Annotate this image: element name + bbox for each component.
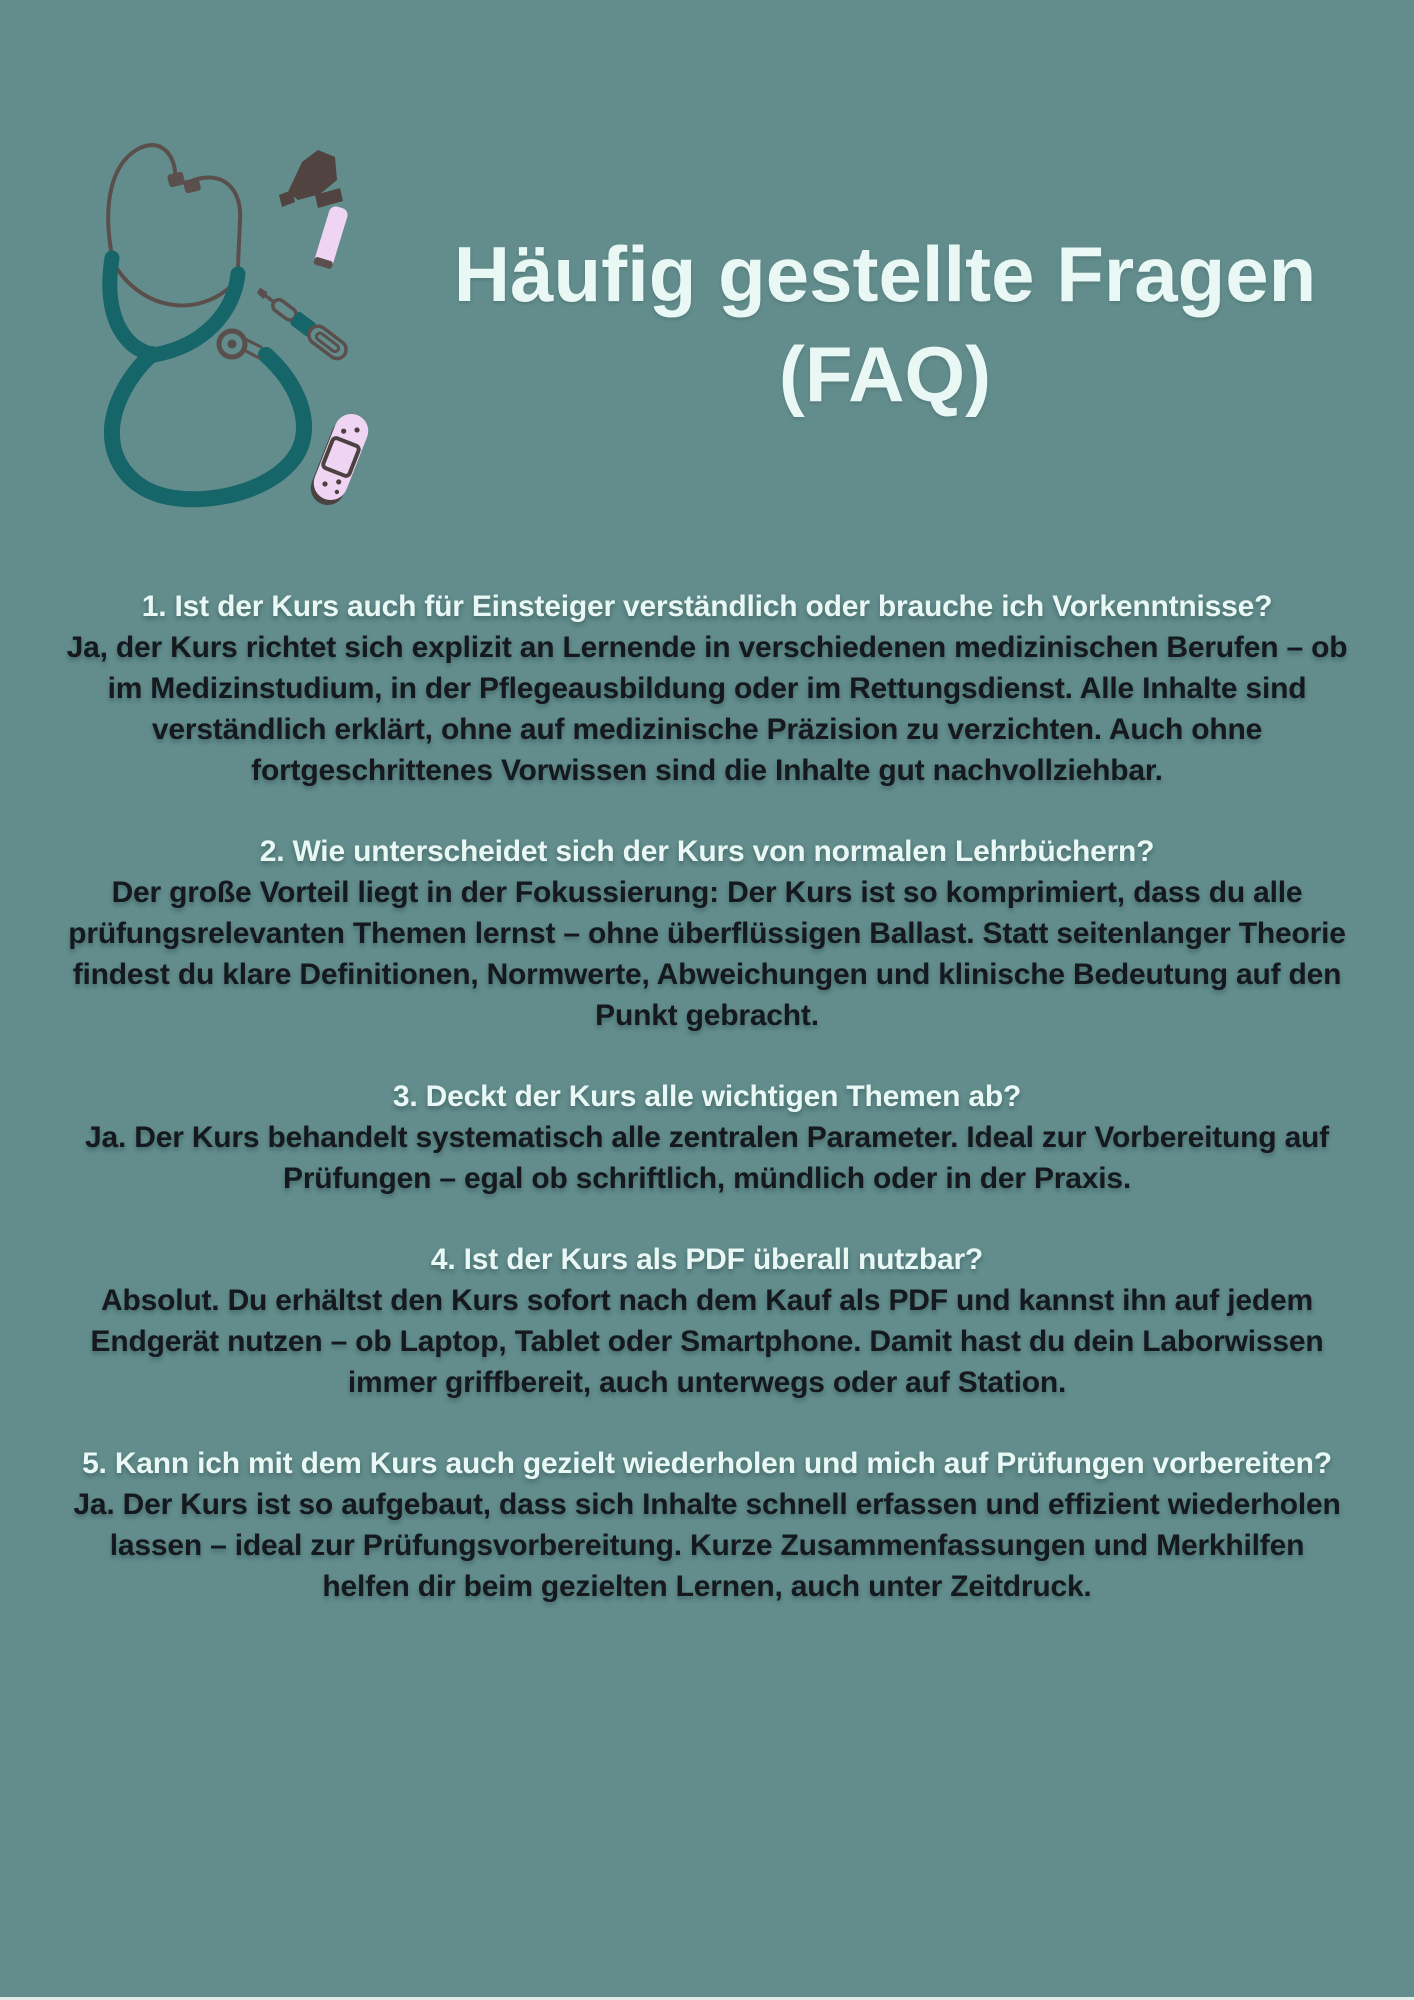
faq-answer: Absolut. Du erhältst den Kurs sofort nach dem Kauf als PDF und kannst ihn auf jedem Endgerät nutzen – ob Laptop, Tablet oder Smartphone. Damit hast du dein Laborwissen immer griffbereit, auch unterwegs oder auf Station. <box>90 1284 1324 1399</box>
page-title-line2: (FAQ) <box>778 330 992 418</box>
faq-answer: Der große Vorteil liegt in der Fokussierung: Der Kurs ist so komprimiert, dass du alle prüfungsrelevanten Themen lernst – ohne überflüssigen Ballast. Statt seitenlanger Theorie findest du klare Definitionen, Normwerte, Abweichungen und klinische Bedeutung auf den Punkt gebracht. <box>68 876 1346 1032</box>
faq-question: 1. Ist der Kurs auch für Einsteiger verständlich oder brauche ich Vorkenntnisse? <box>141 590 1273 623</box>
faq-question: 2. Wie unterscheidet sich der Kurs von normalen Lehrbüchern? <box>259 835 1155 868</box>
faq-item <box>65 831 1349 1036</box>
faq-question: 3. Deckt der Kurs alle wichtigen Themen ab? <box>392 1080 1022 1113</box>
faq-question: 5. Kann ich mit dem Kurs auch gezielt wiederholen und mich auf Prüfungen vorbereiten? <box>82 1447 1332 1480</box>
otoscope-icon <box>279 150 349 270</box>
faq-item <box>65 1443 1349 1607</box>
faq-item <box>65 1076 1349 1199</box>
faq-item <box>65 1239 1349 1403</box>
faq-question: 4. Ist der Kurs als PDF überall nutzbar? <box>430 1243 984 1276</box>
page-title-line1: Häufig gestellte Fragen <box>453 230 1317 318</box>
stethoscope-icon <box>108 145 304 499</box>
faq-list <box>65 586 1349 1647</box>
faq-answer: Ja. Der Kurs ist so aufgebaut, dass sich Inhalte schnell erfassen und effizient wiederholen lassen – ideal zur Prüfungsvorbereitung. Kurze Zusammenfassungen und Merkhilfen helfen dir beim gezielten Lernen, auch unter Zeitdruck. <box>73 1488 1341 1603</box>
faq-answer: Ja. Der Kurs behandelt systematisch alle zentralen Parameter. Ideal zur Vorbereitung auf Prüfungen – egal ob schriftlich, mündlich oder in der Praxis. <box>85 1121 1329 1195</box>
page-title <box>356 224 1414 424</box>
faq-item <box>65 586 1349 791</box>
medical-tools-illustration <box>88 108 378 508</box>
faq-answer: Ja, der Kurs richtet sich explizit an Lernende in verschiedenen medizinischen Berufen – ob im Medizinstudium, in der Pflegeausbildung oder im Rettungsdienst. Alle Inhalte sind verständlich erklärt, ohne auf medizinische Präzision zu verzichten. Auch ohne fortgeschrittenes Vorwissen sind die Inhalte gut nachvollziehbar. <box>66 631 1348 787</box>
